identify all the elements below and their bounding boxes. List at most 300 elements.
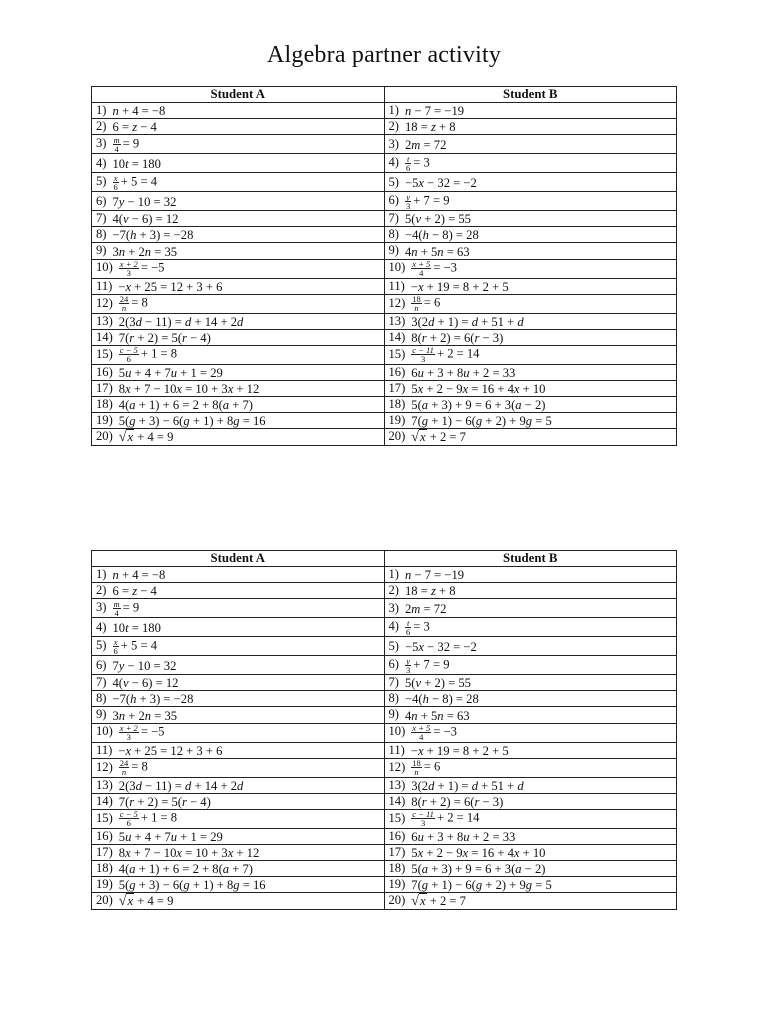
equation: [119, 366, 223, 380]
equation: [411, 331, 503, 345]
problem-number: 10): [388, 260, 406, 275]
problem-number: 6): [96, 657, 107, 672]
problem-number: 11): [388, 742, 405, 757]
problem-number: 5): [96, 638, 107, 653]
equation-text: = 6: [423, 759, 441, 774]
problem-number: 2): [388, 119, 399, 134]
worksheet-table: [91, 86, 677, 446]
equation-text: = 3: [413, 155, 430, 170]
table-body: [92, 103, 677, 446]
equation-text: + 1 = 8: [140, 810, 178, 825]
table-row: [92, 364, 677, 380]
fraction: [119, 724, 139, 741]
cell-student-a: [92, 119, 385, 135]
equation: [405, 602, 446, 616]
equation-text: + 2 = 33: [469, 365, 516, 380]
equation-text: 7(: [118, 330, 130, 345]
table-row: [92, 192, 677, 211]
variable: a: [515, 398, 522, 413]
equation-text: + 3 + 8: [423, 829, 464, 844]
equation-text: + 12: [233, 846, 260, 861]
equation-text: + 14 + 2: [191, 778, 238, 793]
header-row: [92, 551, 677, 567]
cell-student-b: [384, 723, 677, 742]
problem-number: 17): [96, 844, 113, 859]
equation: [411, 830, 515, 844]
equation-text: 5: [411, 382, 418, 397]
denominator: 4: [419, 268, 424, 279]
table-row: [92, 758, 677, 777]
denominator: 6: [406, 162, 411, 173]
cell-student-b: [384, 809, 677, 828]
problem-number: 16): [96, 828, 113, 843]
table-row: [92, 397, 677, 413]
table-row: [92, 844, 677, 860]
equation-text: − 2): [521, 398, 546, 413]
equation-text: = 5: [532, 878, 552, 893]
cell-student-b: [384, 877, 677, 893]
equation-text: + 5: [417, 244, 438, 259]
variable: a: [129, 862, 136, 877]
equation-text: = 63: [443, 244, 470, 259]
variable: x: [227, 382, 234, 397]
variable: n: [144, 244, 152, 259]
equation-text: − 3): [479, 794, 504, 809]
denominator: 6: [126, 354, 131, 365]
problem-number: 7): [388, 211, 399, 226]
equation-text: + 2 − 9: [423, 846, 463, 861]
numerator: c − 11: [412, 809, 434, 820]
equation: [113, 584, 157, 598]
equation-text: −4(: [405, 692, 423, 707]
table-row: [92, 173, 677, 192]
table-row: [92, 211, 677, 227]
equation-text: = 16 + 4: [468, 846, 514, 861]
equation-text: = 63: [443, 708, 470, 723]
denominator: 4: [114, 607, 119, 618]
page-title: Algebra partner activity: [266, 42, 502, 68]
problem-number: 20): [388, 893, 406, 908]
equation: [405, 692, 479, 706]
problem-number: 11): [96, 278, 113, 293]
equation-text: −5: [405, 175, 419, 190]
cell-student-a: [92, 793, 385, 809]
variable: d: [517, 778, 524, 793]
equation-text: = 10 + 3: [181, 846, 228, 861]
equation: [405, 193, 450, 210]
equation-text: 7(: [411, 878, 422, 893]
equation-text: = −5: [140, 260, 165, 275]
equation-text: − 7 = −19: [411, 568, 465, 583]
equation-text: + 2) = 55: [421, 676, 471, 691]
cell-student-b: [384, 618, 677, 637]
equation: [405, 228, 479, 242]
variable: h: [422, 692, 429, 707]
fraction: [411, 260, 431, 277]
variable: a: [515, 862, 522, 877]
cell-student-b: [384, 675, 677, 691]
denominator: 3: [420, 354, 426, 365]
variable: a: [421, 398, 429, 413]
fraction: [113, 174, 119, 191]
cell-student-b: [384, 777, 677, 793]
variable: x: [462, 382, 469, 397]
table-row: [92, 637, 677, 656]
numerator: m: [113, 598, 120, 609]
equation-text: − 4): [186, 794, 211, 809]
problem-number: 12): [96, 759, 113, 774]
radical-sign: √: [411, 430, 419, 446]
table-row: [92, 656, 677, 675]
problem-number: 14): [96, 793, 113, 808]
equation-text: + 2 = 14: [436, 346, 480, 361]
header-student-b: Student B: [384, 87, 677, 103]
variable: n: [437, 244, 444, 259]
fraction: [405, 619, 411, 636]
table-row: [92, 809, 677, 828]
table-row: [92, 313, 677, 329]
equation: [113, 120, 157, 134]
numerator: x: [113, 636, 118, 647]
variable: n: [411, 244, 418, 259]
table-row: [92, 723, 677, 742]
equation: [411, 295, 440, 312]
equation: [411, 414, 551, 428]
variable: z: [132, 120, 138, 135]
cell-student-b: [384, 656, 677, 675]
cell-student-a: [92, 861, 385, 877]
variable: z: [132, 584, 138, 599]
equation: [405, 640, 477, 654]
equation-text: 5: [118, 829, 126, 844]
equation-text: + 7 = 9: [413, 657, 450, 672]
equation: [411, 779, 523, 793]
cell-student-b: [384, 243, 677, 259]
numerator: 24: [119, 294, 129, 305]
equation: [113, 638, 158, 655]
cell-student-b: [384, 364, 677, 380]
equation: [113, 104, 166, 118]
problem-number: 13): [388, 313, 406, 328]
cell-student-a: [92, 345, 385, 364]
square-root: [119, 894, 134, 909]
fraction: [411, 295, 422, 312]
equation-text: + 7 − 10: [130, 382, 177, 397]
denominator: 3: [126, 268, 131, 279]
variable: d: [428, 778, 435, 793]
numerator: x: [113, 172, 118, 183]
equation-text: 5: [118, 365, 126, 380]
equation-text: = 6: [423, 295, 441, 310]
cell-student-a: [92, 294, 385, 313]
table-row: [92, 742, 677, 758]
problem-number: 6): [96, 193, 107, 208]
fraction: [113, 136, 121, 153]
problem-number: 18): [96, 397, 113, 412]
cell-student-b: [384, 583, 677, 599]
equation-text: − 32 = −2: [424, 175, 477, 190]
numerator: x + 5: [412, 723, 431, 734]
variable: d: [517, 314, 524, 329]
equation-text: + 2) = 55: [421, 212, 471, 227]
fraction: [119, 260, 139, 277]
cell-student-a: [92, 618, 385, 637]
cell-student-a: [92, 429, 385, 446]
variable: x: [417, 743, 424, 758]
table-row: [92, 893, 677, 910]
problem-number: 13): [96, 777, 113, 792]
equation-text: − 11) =: [141, 314, 186, 329]
numerator: c − 11: [412, 345, 434, 356]
equation: [411, 382, 545, 396]
cell-student-b: [384, 329, 677, 345]
equation-text: + 7 = 9: [413, 193, 450, 208]
denominator: 6: [126, 818, 131, 829]
cell-student-a: [92, 313, 385, 329]
equation: [119, 430, 174, 446]
equation: [405, 138, 446, 152]
equation-text: + 25 = 12 + 3 + 6: [131, 743, 223, 758]
equation-text: 6: [411, 365, 418, 380]
cell-student-b: [384, 211, 677, 227]
cell-student-b: [384, 758, 677, 777]
variable: m: [411, 601, 421, 616]
equation-text: 5(: [405, 676, 416, 691]
equation-text: = 180: [128, 620, 161, 635]
variable: a: [222, 398, 230, 413]
cell-student-a: [92, 278, 385, 294]
radical-sign: √: [118, 430, 127, 446]
equation-text: = 35: [151, 708, 178, 723]
cell-student-a: [92, 599, 385, 618]
variable: x: [125, 382, 131, 397]
equation: [411, 878, 551, 892]
equation-text: = 72: [420, 137, 447, 152]
equation-text: 4(: [118, 862, 130, 877]
problem-number: 19): [388, 877, 406, 892]
equation-text: 5(: [118, 414, 130, 429]
cell-student-a: [92, 154, 385, 173]
equation-text: + 3) − 6(: [135, 414, 184, 429]
variable: g: [183, 414, 190, 429]
table-row: [92, 135, 677, 154]
equation: [405, 120, 456, 134]
cell-student-b: [384, 278, 677, 294]
variable: n: [144, 708, 152, 723]
header-student-b: Student B: [384, 551, 677, 567]
equation-text: = 5: [532, 414, 552, 429]
cell-student-b: [384, 861, 677, 877]
problem-number: 4): [388, 155, 399, 170]
variable: x: [125, 279, 132, 294]
cell-student-b: [384, 345, 677, 364]
fraction: [411, 810, 435, 827]
cell-student-a: [92, 777, 385, 793]
radicand: x: [127, 430, 134, 445]
equation-text: = 180: [128, 156, 161, 171]
variable: x: [176, 846, 182, 861]
denominator: 6: [113, 645, 118, 656]
fraction: [119, 810, 139, 827]
equation-text: 4: [405, 708, 412, 723]
equation: [119, 331, 211, 345]
problem-number: 19): [388, 413, 406, 428]
variable: r: [181, 330, 187, 345]
problem-number: 12): [388, 759, 406, 774]
equation-text: + 12: [233, 382, 260, 397]
problem-number: 1): [388, 103, 399, 117]
cell-student-a: [92, 758, 385, 777]
problem-number: 9): [96, 243, 107, 258]
problem-number: 7): [96, 211, 107, 226]
equation-text: − 8) = 28: [428, 228, 479, 243]
problem-number: 4): [388, 619, 399, 634]
equation-text: + 5 = 4: [120, 174, 157, 189]
equation: [119, 295, 148, 312]
equation-text: − 10 = 32: [124, 194, 177, 209]
cell-student-a: [92, 723, 385, 742]
cell-student-a: [92, 893, 385, 910]
equation-text: + 10: [519, 382, 546, 397]
equation-text: + 19 = 8 + 2 + 5: [423, 279, 509, 294]
cell-student-b: [384, 742, 677, 758]
problem-number: 18): [388, 861, 406, 876]
variable: y: [118, 658, 125, 673]
fraction: [405, 657, 411, 674]
table-row: [92, 675, 677, 691]
variable: n: [437, 708, 444, 723]
problem-number: 9): [96, 707, 107, 722]
equation-text: 10: [112, 156, 126, 171]
equation-text: + 10: [519, 846, 546, 861]
equation-text: + 1) + 6 = 2 + 8(: [135, 862, 223, 877]
cell-student-b: [384, 599, 677, 618]
variable: u: [463, 365, 470, 380]
table-row: [92, 278, 677, 294]
equation: [119, 382, 259, 396]
equation: [119, 414, 266, 428]
equation-text: + 4 + 7: [131, 829, 171, 844]
variable: g: [525, 414, 533, 429]
equation: [405, 584, 456, 598]
equation-text: + 1) + 8: [189, 878, 234, 893]
variable: d: [185, 778, 192, 793]
equation-text: = 16: [239, 878, 266, 893]
equation-text: + 5: [417, 708, 438, 723]
problem-number: 12): [388, 295, 406, 310]
cell-student-a: [92, 227, 385, 243]
variable: x: [227, 846, 234, 861]
equation-text: + 5 = 4: [120, 638, 157, 653]
problem-number: 8): [96, 691, 107, 706]
equation-text: 4(: [112, 676, 123, 691]
equation: [119, 315, 244, 329]
fraction: [119, 759, 130, 776]
equation: [119, 830, 223, 844]
radical-sign: √: [118, 894, 127, 910]
variable: a: [421, 862, 429, 877]
table-row: [92, 707, 677, 723]
cell-student-b: [384, 413, 677, 429]
table-row: [92, 777, 677, 793]
equation: [411, 366, 515, 380]
problem-number: 11): [388, 278, 405, 293]
square-root: [411, 430, 426, 445]
variable: g: [183, 878, 190, 893]
variable: g: [525, 878, 533, 893]
equation: [113, 568, 166, 582]
equation-text: 4(: [112, 212, 123, 227]
variable: a: [129, 398, 136, 413]
equation: [113, 212, 179, 226]
header-row: [92, 87, 677, 103]
equation-text: + 2) = 5(: [134, 794, 182, 809]
cell-student-b: [384, 135, 677, 154]
variable: y: [118, 194, 125, 209]
equation-text: 2(3: [118, 778, 136, 793]
problem-number: 3): [96, 600, 107, 615]
variable: x: [418, 639, 424, 654]
cell-student-b: [384, 691, 677, 707]
fraction: [113, 638, 119, 655]
variable: d: [185, 314, 192, 329]
cell-student-a: [92, 877, 385, 893]
equation-text: 5(: [405, 212, 416, 227]
equation-text: + 2) + 9: [482, 878, 526, 893]
equation: [113, 692, 194, 706]
cell-student-a: [92, 567, 385, 583]
variable: x: [462, 846, 469, 861]
cell-student-b: [384, 227, 677, 243]
variable: x: [125, 743, 132, 758]
variable: z: [431, 120, 436, 135]
equation-text: + 51 +: [477, 778, 518, 793]
equation: [113, 676, 179, 690]
cell-student-a: [92, 329, 385, 345]
variable: r: [474, 330, 480, 345]
equation-text: − 4): [186, 330, 211, 345]
equation-text: 6 =: [112, 584, 133, 599]
numerator: 24: [119, 758, 129, 769]
equation: [113, 195, 177, 209]
variable: u: [170, 829, 178, 844]
variable: g: [475, 878, 483, 893]
equation-text: + 7): [229, 862, 253, 877]
cell-student-a: [92, 211, 385, 227]
equation-text: + 1 = 29: [177, 829, 223, 844]
problem-number: 8): [96, 227, 107, 242]
variable: x: [417, 382, 424, 397]
problem-number: 20): [388, 429, 406, 444]
numerator: m: [113, 134, 120, 145]
equation-text: + 2 = 14: [436, 810, 480, 825]
problem-number: 1): [388, 567, 399, 581]
variable: g: [421, 878, 429, 893]
equation: [405, 104, 464, 118]
equation: [411, 346, 479, 363]
table-row: [92, 618, 677, 637]
table-row: [92, 154, 677, 173]
equation-text: 5(: [411, 398, 422, 413]
problem-number: 8): [388, 227, 399, 242]
equation-text: 4(: [118, 398, 130, 413]
equation-text: + 4 = 9: [134, 893, 174, 908]
cell-student-b: [384, 154, 677, 173]
equation: [405, 709, 470, 723]
equation: [411, 795, 503, 809]
equation: [119, 894, 174, 910]
variable: d: [428, 314, 435, 329]
